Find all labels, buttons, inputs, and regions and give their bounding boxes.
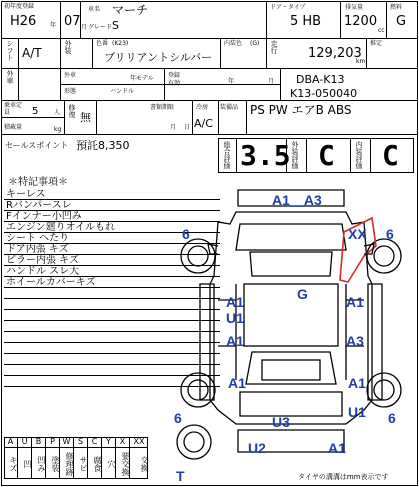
first-reg-label: 初年度登録: [4, 3, 35, 10]
reg-year-label: 年: [228, 78, 235, 85]
interior-label: 内装色: [224, 40, 243, 47]
interior-score-label: 内装評価: [355, 141, 363, 169]
mark-left-quarter: A1: [228, 375, 246, 391]
mark-rear-left-tire: 6: [174, 410, 182, 426]
book-label: 書類期限: [150, 104, 175, 111]
mark-right-rear-door: A3: [346, 333, 364, 349]
defect-line: キーレス: [4, 189, 220, 200]
grade-value: S: [112, 19, 119, 32]
model-label: 車名: [88, 6, 101, 13]
defect-line: シート へたり: [4, 233, 220, 244]
legend-meaning: 穴: [102, 448, 116, 479]
month-value: 07: [64, 14, 81, 29]
type-label: ドア・タイプ: [270, 4, 306, 11]
spare-tire: [177, 425, 211, 459]
load-label: 積載量: [4, 124, 23, 131]
estimate-label: 推定: [370, 40, 383, 47]
legend-meaning: サビ: [74, 448, 88, 479]
total-score-value: 3.5: [240, 139, 291, 172]
handle-label: ハンドル: [110, 88, 135, 95]
year-value: H26: [10, 14, 37, 29]
legend-code: W: [60, 437, 74, 447]
legend-code: Y: [102, 437, 116, 447]
capacity-label: 乗車定員: [4, 102, 23, 116]
month-label: 月: [81, 24, 88, 31]
mark-left-rear-door: A1: [226, 333, 244, 349]
rear-window: [246, 352, 336, 384]
history-label: 修復: [68, 104, 76, 118]
exterior-score-value: C: [318, 139, 335, 172]
mark-right-quarter: A1: [348, 375, 366, 391]
mark-right-quarter-u: U1: [348, 404, 366, 420]
interior-score-value: C: [382, 139, 399, 172]
year-label: 年: [50, 22, 57, 29]
ac-label: 冷房: [196, 104, 209, 111]
mileage-label: 走行: [270, 40, 278, 54]
fuel-value: G: [396, 14, 407, 29]
outer-label: 外装: [64, 40, 72, 54]
roof-panel: [244, 284, 338, 346]
legend-code: XX: [133, 437, 145, 446]
outer-car-cap: 外車: [64, 72, 77, 79]
legend-code: B: [32, 437, 46, 447]
fuel-label: 燃料: [390, 4, 403, 11]
legend-code: X: [116, 437, 130, 447]
ac-value: A/C: [194, 117, 213, 130]
outer-car-label: 外車: [6, 70, 14, 84]
load-unit: kg: [54, 126, 62, 133]
grade-label: グレード: [88, 24, 113, 31]
mark-rear-bumper-right: A1: [328, 440, 346, 456]
color-name: ブリリアントシルバー: [104, 51, 213, 64]
shift-label: シフト: [6, 40, 14, 61]
book-day: 日: [184, 124, 191, 131]
defect-line: ドア内張 キズ: [4, 244, 220, 255]
equipment-value: PS PW エアB ABS: [250, 103, 352, 117]
model-value: マーチ: [112, 3, 149, 17]
legend-meaning: 凹み: [32, 448, 46, 479]
defect-line: Fインナー小凹み: [4, 211, 220, 222]
mark-front-top: A1＿A3: [272, 192, 322, 208]
legend-code: C: [88, 437, 102, 447]
tire-note: タイヤの溝溝はmm表示です: [298, 473, 389, 481]
color-code: (K23): [112, 40, 129, 47]
legend-meaning: 修理跡: [60, 448, 74, 479]
chassis-model: DBA-K13: [296, 73, 345, 86]
defects-title: ＊特記事項＊: [8, 177, 68, 188]
displacement-value: 1200: [344, 14, 378, 29]
capacity-unit: 人: [54, 109, 61, 116]
cc-unit: cc: [378, 27, 385, 34]
mileage-value: 129,203: [308, 46, 362, 61]
color-label: 色番: [96, 40, 109, 47]
defect-line: エンジン廻りオイルもれ: [4, 222, 220, 233]
legend-meaning: キズ: [4, 448, 18, 479]
legend-meaning: 交換: [140, 455, 149, 472]
km-unit: km: [356, 58, 366, 65]
mark-front-left-tire: 6: [182, 226, 190, 242]
legend-meaning: 凹: [18, 448, 32, 479]
mark-rear-right-tire: 6: [388, 410, 396, 426]
windshield: [236, 224, 346, 250]
mark-right-front-door: A1: [346, 294, 364, 310]
chassis-number: K13-050040: [290, 87, 358, 100]
total-score-label: 総合評価: [223, 141, 231, 169]
type-value: 5 HB: [290, 14, 322, 29]
reg-month-label: 月: [268, 78, 275, 85]
sales-point-label: セールスポイント: [5, 141, 69, 150]
mark-fender-right: XX: [348, 226, 367, 242]
mark-front-right-tire: 6: [386, 226, 394, 242]
legend-code: A: [4, 437, 18, 447]
exterior-score-label: 外装評価: [291, 141, 299, 169]
mark-trunk: U3: [272, 414, 290, 430]
legend-meaning: 塗装: [46, 448, 60, 479]
displacement-label: 排気量: [345, 4, 364, 11]
legend-meaning: 腐食: [88, 448, 102, 479]
defect-line: ピラー内張 キズ: [4, 255, 220, 266]
defect-line: ハンドル スレ大: [4, 266, 220, 277]
legend-code: U: [18, 437, 32, 447]
mark-rear-bumper-left: U2: [248, 440, 266, 456]
reg-label: 登録: [168, 72, 181, 79]
defect-line: Rバンパースレ: [4, 200, 220, 211]
interior-code: (G): [250, 40, 260, 47]
sales-point-value: 預託8,350: [76, 139, 130, 152]
left-hand-label: 形態: [64, 88, 77, 95]
reg-sub: 有効: [168, 80, 181, 87]
mark-left-front-door-u: U1: [226, 310, 244, 326]
capacity-value: 5: [32, 106, 39, 117]
model-year-label: 年モデル: [130, 75, 154, 82]
mark-spare: T: [176, 468, 185, 484]
shift-value: A/T: [22, 46, 42, 60]
legend-code: P: [46, 437, 60, 447]
equipment-label: 装備品: [220, 104, 239, 111]
mark-roof: G: [297, 286, 308, 302]
book-month: 月: [170, 124, 177, 131]
legend-meaning: 要交換: [116, 448, 130, 479]
legend-code: S: [74, 437, 88, 447]
defect-line: ホイールカバーキズ: [4, 277, 220, 288]
mark-left-front-door-a: A1: [226, 294, 244, 310]
history-value: 無: [80, 111, 91, 124]
